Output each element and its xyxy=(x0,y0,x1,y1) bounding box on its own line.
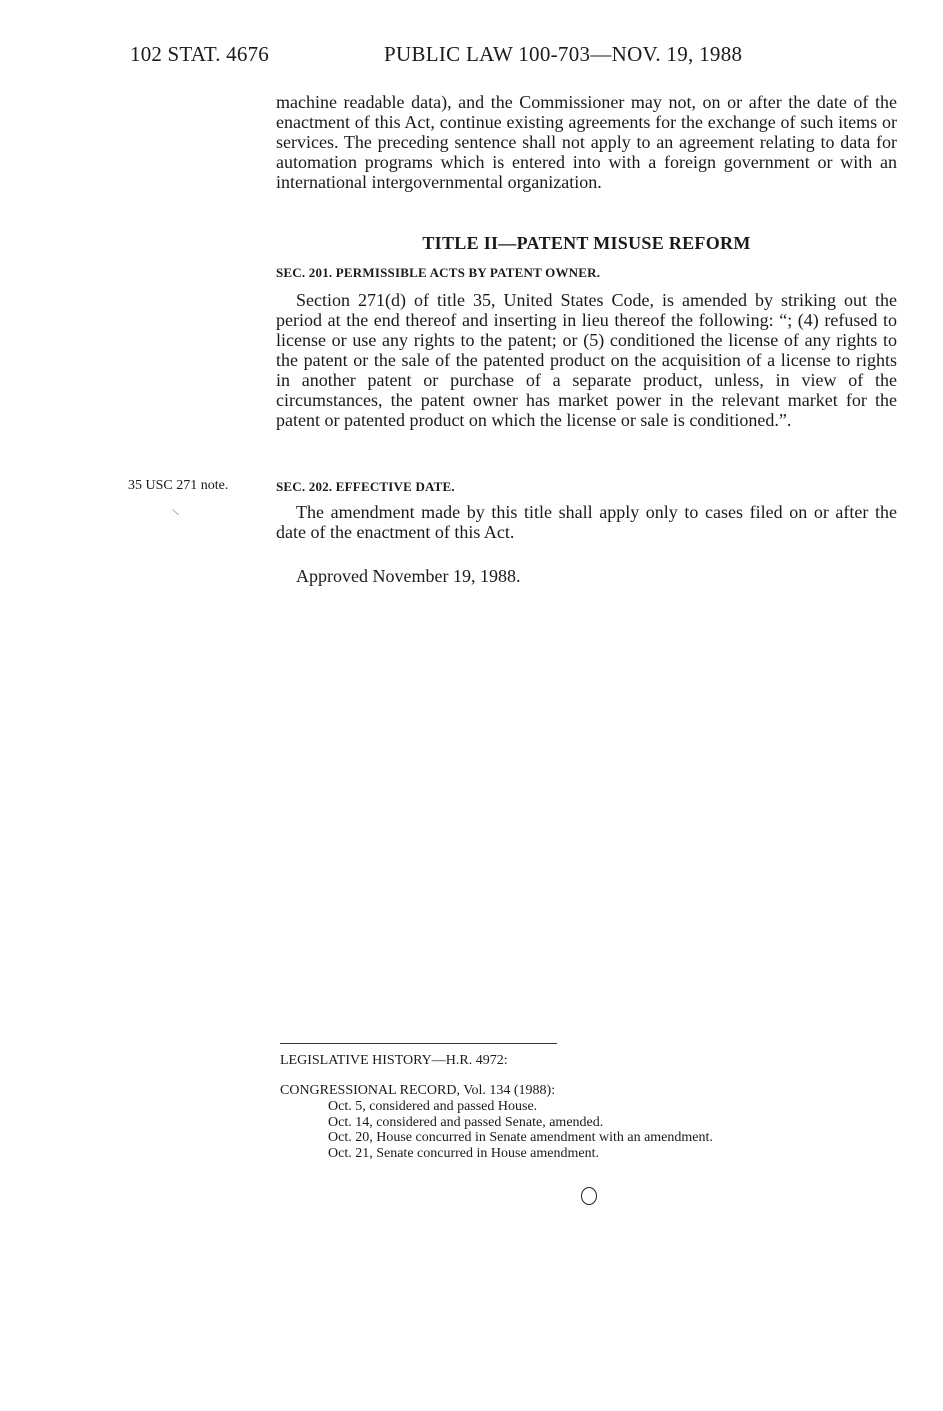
sec201-text: Section 271(d) of title 35, United States Code, is amended by striking out the period at the end thereof and inserting in lieu thereof the following: “; (4) refused to license or use any rights to the patent; or (5) conditioned the license of any rights to the patent or the sale of the patented product on the acquisition of a license to rights in another patent or purchase of a separate product, unless, in view of the circumstances, the patent owner has market power in the relevant market for the patent or patented product on which the license or sale is conditioned.”. xyxy=(276,290,897,430)
legislative-action: Oct. 14, considered and passed Senate, amended. xyxy=(328,1114,604,1130)
continued-paragraph: machine readable data), and the Commissioner may not, on or after the date of the enactment of this Act, continue existing agreements for the exchange of such items or services. The preceding sentence shall not apply to an agreement relating to data for automation programs which is entered into with a foreign government or with an international intergovernmental organization. xyxy=(276,92,897,192)
approval-date: Approved November 19, 1988. xyxy=(296,566,521,586)
title-heading: TITLE II—PATENT MISUSE REFORM xyxy=(422,233,751,253)
legislative-action: Oct. 5, considered and passed House. xyxy=(328,1099,538,1114)
sec201-heading: SEC. 201. PERMISSIBLE ACTS BY PATENT OWNER. xyxy=(276,265,601,280)
legislative-action: Oct. 20, House concurred in Senate amendment with an amendment. xyxy=(328,1130,713,1145)
footnote-divider xyxy=(280,1043,557,1044)
congressional-record: CONGRESSIONAL RECORD, Vol. 134 (1988): xyxy=(280,1083,556,1098)
end-of-law-circle-icon xyxy=(581,1187,597,1205)
law-title: PUBLIC LAW 100-703—NOV. 19, 1988 xyxy=(384,42,743,66)
stat-citation: 102 STAT. 4676 xyxy=(130,42,269,66)
legislative-actions-list xyxy=(328,1099,713,1161)
sec202-text: The amendment made by this title shall apply only to cases filed on or after the date of the enactment of this Act. xyxy=(276,502,897,542)
margin-tick-mark: \ xyxy=(170,505,181,519)
legislative-history-title: LEGISLATIVE HISTORY—H.R. 4972: xyxy=(280,1053,508,1068)
sec202-heading: SEC. 202. EFFECTIVE DATE. xyxy=(276,479,455,494)
legislative-action: Oct. 21, Senate concurred in House amendment. xyxy=(328,1145,599,1161)
margin-note: 35 USC 271 note. xyxy=(128,478,229,493)
